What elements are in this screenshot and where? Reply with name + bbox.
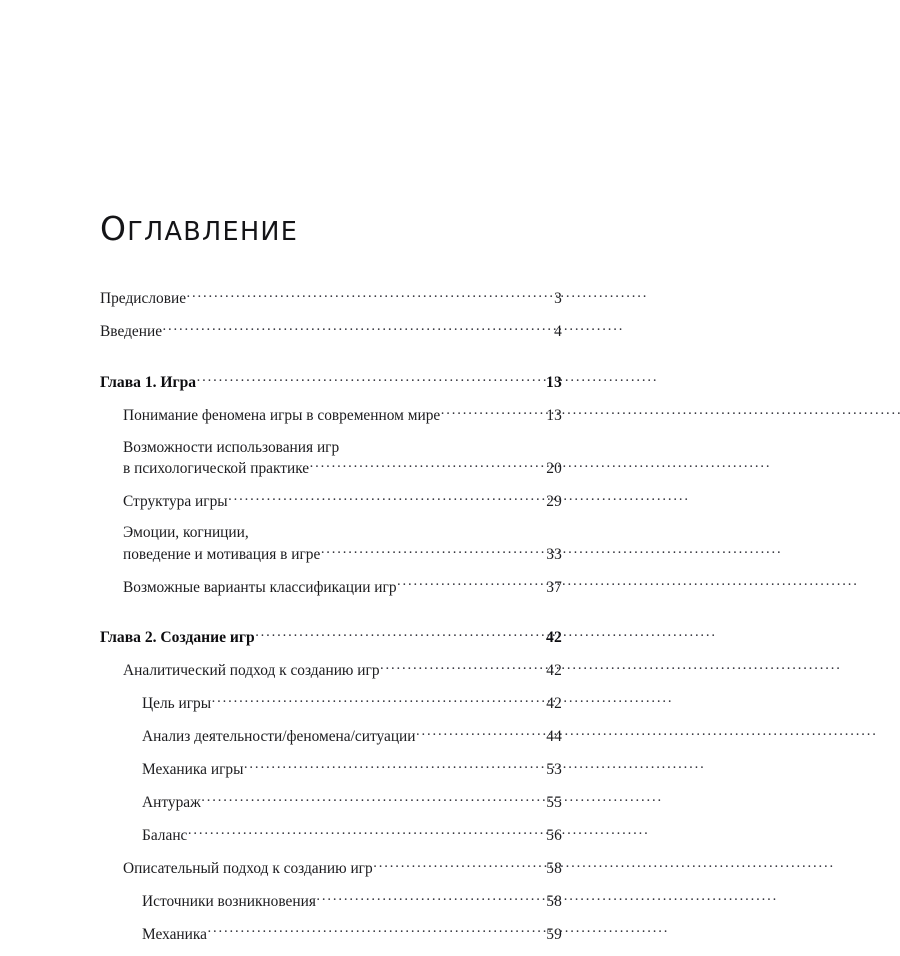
toc-entry[interactable] — [100, 693, 562, 714]
toc-entry-row — [142, 890, 562, 911]
toc-entry-row — [123, 576, 562, 597]
toc-entry-row — [100, 371, 562, 393]
page-title-initial: О — [100, 209, 128, 248]
toc-leader-dots — [207, 923, 542, 938]
toc-entry[interactable] — [100, 759, 562, 780]
toc-page-number: 42 — [546, 629, 562, 647]
toc-entry[interactable] — [100, 858, 562, 879]
toc-entry-row — [123, 543, 562, 564]
toc-entry[interactable] — [100, 438, 562, 479]
toc-page-number: 13 — [546, 373, 562, 391]
toc-entry[interactable] — [100, 660, 562, 681]
toc-page-number: 3 — [554, 290, 562, 308]
toc-entry-first-line: Эмоции, когниции, — [123, 524, 249, 542]
toc-entry[interactable] — [100, 627, 562, 649]
toc-page-number: 58 — [546, 892, 562, 910]
toc-entry-row — [142, 923, 562, 944]
toc-page-number: 33 — [546, 545, 562, 563]
toc-leader-dots — [316, 890, 542, 905]
toc-entry-first-line: Возможности использования игр — [123, 438, 340, 456]
toc-entry-label: Механика — [142, 925, 207, 943]
toc-leader-dots — [187, 288, 543, 303]
toc-leader-dots — [163, 321, 543, 336]
toc-entry-label: Механика игры — [142, 761, 244, 779]
toc-entry-row — [142, 825, 562, 846]
toc-entry[interactable] — [100, 825, 562, 846]
toc-entry-row — [123, 405, 562, 426]
toc-entry-label: в психологической практике — [123, 459, 310, 477]
toc-leader-dots — [416, 726, 542, 741]
page-title — [100, 209, 562, 248]
toc-entry[interactable] — [100, 792, 562, 813]
toc-entry-row — [123, 491, 562, 512]
toc-entry-row — [123, 458, 562, 479]
toc-page-number: 42 — [546, 662, 562, 680]
toc-entry-label: Анализ деятельности/феномена/ситуации — [142, 728, 416, 746]
toc-entry[interactable] — [100, 491, 562, 512]
toc-entry[interactable] — [100, 321, 562, 342]
toc-leader-dots — [321, 543, 543, 558]
page-title-remainder: ГЛАВЛЕНИЕ — [127, 217, 299, 247]
toc-entry-row — [100, 627, 562, 649]
toc-entry-row — [142, 792, 562, 813]
toc-entry-label: Баланс — [142, 827, 188, 845]
table-of-contents — [100, 209, 562, 956]
toc-leader-dots — [244, 759, 543, 774]
toc-page-number: 42 — [546, 695, 562, 713]
toc-page-number: 44 — [546, 728, 562, 746]
toc-entry-label: Источники возникновения — [142, 892, 316, 910]
toc-leader-dots — [397, 576, 542, 591]
toc-entry[interactable] — [100, 726, 562, 747]
toc-leader-dots — [255, 627, 542, 643]
toc-page-number: 58 — [546, 859, 562, 877]
toc-entry-label: Цель игры — [142, 695, 212, 713]
toc-entry-row — [142, 759, 562, 780]
toc-leader-dots — [212, 693, 543, 708]
toc-entry-row — [142, 693, 562, 714]
toc-entry[interactable] — [100, 288, 562, 309]
toc-entry[interactable] — [100, 890, 562, 911]
toc-entry-label: Понимание феномена игры в современном мире — [123, 407, 441, 425]
toc-entry-label: поведение и мотивация в игре — [123, 545, 321, 563]
toc-entry-row — [123, 858, 562, 879]
toc-entry-label: Глава 1. Игра — [100, 373, 197, 391]
toc-entry[interactable] — [100, 371, 562, 393]
toc-entry-row — [123, 660, 562, 681]
toc-page-number: 53 — [546, 761, 562, 779]
toc-page-number: 13 — [546, 407, 562, 425]
toc-entry-label: Предисловие — [100, 290, 187, 308]
toc-entry-row — [100, 288, 562, 309]
toc-entry-label: Антураж — [142, 794, 201, 812]
toc-leader-dots — [228, 491, 542, 506]
toc-page-number: 55 — [546, 794, 562, 812]
toc-page-number: 20 — [546, 459, 562, 477]
toc-leader-dots — [310, 458, 543, 473]
toc-entry-label: Глава 2. Создание игр — [100, 629, 255, 647]
toc-entry-label: Структура игры — [123, 492, 228, 510]
toc-leader-dots — [373, 858, 542, 873]
toc-entry-label: Возможные варианты классификации игр — [123, 578, 397, 596]
toc-page-number: 56 — [546, 827, 562, 845]
toc-entry-label: Введение — [100, 323, 163, 341]
toc-leader-dots — [441, 405, 543, 420]
toc-entry-list — [100, 288, 562, 945]
toc-page-number: 29 — [546, 492, 562, 510]
toc-page-number: 37 — [546, 578, 562, 596]
toc-page-number: 4 — [554, 323, 562, 341]
toc-leader-dots — [197, 371, 543, 387]
toc-page-number: 59 — [546, 925, 562, 943]
toc-entry-label: Аналитический подход к созданию игр — [123, 662, 380, 680]
toc-entry[interactable] — [100, 405, 562, 426]
toc-entry[interactable] — [100, 923, 562, 944]
toc-entry-row — [142, 726, 562, 747]
toc-entry-label: Описательный подход к созданию игр — [123, 859, 373, 877]
toc-entry[interactable] — [100, 576, 562, 597]
toc-leader-dots — [380, 660, 542, 675]
toc-entry[interactable] — [100, 523, 562, 564]
toc-leader-dots — [188, 825, 543, 840]
toc-leader-dots — [201, 792, 542, 807]
toc-entry-row — [100, 321, 562, 342]
